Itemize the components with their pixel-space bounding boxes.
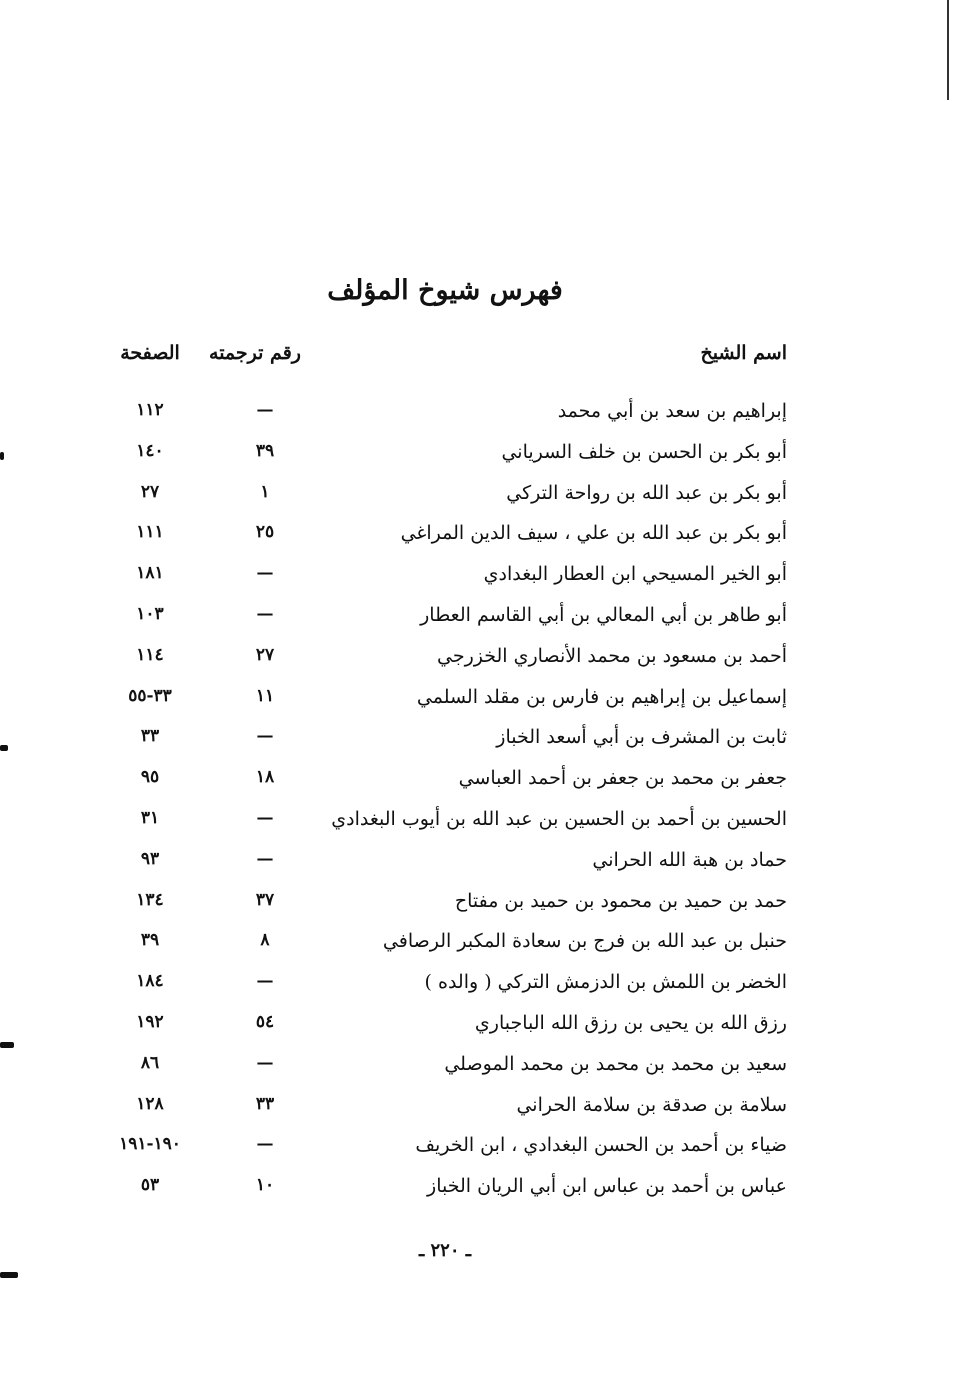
sheikh-name: الخضر بن اللمش بن الدزمش التركي ( والده ) xyxy=(424,971,787,994)
entry-number: ١١ xyxy=(255,685,275,706)
sheikh-name: ضياء بن أحمد بن الحسن البغدادي ، ابن الخريف xyxy=(415,1134,787,1157)
page-reference: ١١٤ xyxy=(136,644,164,665)
entry-number: — xyxy=(256,1052,274,1073)
sheikh-name: ثابت بن المشرف بن أبي أسعد الخباز xyxy=(496,726,787,749)
scan-edge-line xyxy=(947,0,949,100)
table-row xyxy=(0,686,962,726)
sheikh-name: سعيد بن محمد بن محمد بن محمد الموصلي xyxy=(444,1052,787,1075)
sheikh-name: جعفر بن محمد بن جعفر بن أحمد العباسي xyxy=(458,767,787,790)
sheikh-name: رزق الله بن يحيى بن رزق الله الباجباري xyxy=(474,1012,787,1034)
table-row xyxy=(0,971,962,1011)
sheikh-name: أحمد بن مسعود بن محمد الأنصاري الخزرجي xyxy=(437,644,787,667)
page-reference: ١٨٤ xyxy=(136,971,164,992)
table-row xyxy=(0,808,962,848)
entry-number: — xyxy=(256,971,274,992)
page-title: فهرس شيوخ المؤلف xyxy=(327,275,563,306)
table-header xyxy=(0,342,962,382)
page-reference: ٣٣ xyxy=(140,726,160,747)
page-reference: ٢٧ xyxy=(140,481,160,502)
page-reference: ٨٦ xyxy=(140,1052,160,1073)
page-reference: ١١١ xyxy=(136,522,164,543)
page-reference: ٣٩ xyxy=(140,930,160,951)
entry-number: — xyxy=(256,848,274,869)
table-row xyxy=(0,1053,962,1093)
table-row xyxy=(0,1175,962,1215)
page-reference: ١٩٢ xyxy=(136,1012,164,1032)
entry-number: — xyxy=(256,726,274,747)
table-row xyxy=(0,1094,962,1134)
sheikh-name: إسماعيل بن إبراهيم بن فارس بن مقلد السلمي xyxy=(416,685,787,708)
header-page: الصفحة xyxy=(120,342,180,364)
entry-number: ٥٤ xyxy=(255,1012,275,1032)
entry-number: ٢٥ xyxy=(255,522,275,543)
page-reference: ١٢٨ xyxy=(136,1093,164,1114)
sheikh-name: الحسين بن أحمد بن الحسين بن عبد الله بن أيوب البغدادي xyxy=(331,808,787,830)
page-reference: ٩٥ xyxy=(140,767,160,788)
table-row xyxy=(0,1012,962,1052)
table-row xyxy=(0,482,962,522)
sheikh-name: أبو بكر بن عبد الله بن رواحة التركي xyxy=(506,481,787,504)
sheikh-name: أبو بكر بن عبد الله بن علي ، سيف الدين المراغي xyxy=(400,522,787,545)
page-reference: ٣١ xyxy=(140,808,160,828)
table-row xyxy=(0,726,962,766)
table-row xyxy=(0,441,962,481)
table-row xyxy=(0,1134,962,1174)
entry-number: ١ xyxy=(260,481,270,502)
table-row xyxy=(0,400,962,440)
table-row xyxy=(0,890,962,930)
table-row xyxy=(0,645,962,685)
table-row xyxy=(0,563,962,603)
entry-number: ٣٩ xyxy=(255,440,275,461)
page-number: ـ ٢٢٠ ـ xyxy=(418,1240,472,1261)
entry-number: — xyxy=(256,1134,274,1155)
sheikh-name: أبو الخير المسيحي ابن العطار البغدادي xyxy=(483,563,787,586)
sheikh-name: إبراهيم بن سعد بن أبي محمد xyxy=(557,400,787,422)
entry-number: ٨ xyxy=(260,930,270,951)
sheikh-name: عباس بن أحمد بن عباس ابن أبي الريان الخباز xyxy=(427,1175,787,1198)
sheikh-name: حنبل بن عبد الله بن فرج بن سعادة المكبر الرصافي xyxy=(382,930,787,953)
scan-margin-mark xyxy=(0,1272,18,1278)
sheikh-name: أبو بكر بن الحسن بن خلف السرياني xyxy=(501,440,787,463)
entry-number: ٢٧ xyxy=(255,644,275,665)
entry-number: ١٨ xyxy=(255,767,275,788)
entry-number: — xyxy=(256,604,274,624)
sheikh-name: سلامة بن صدقة بن سلامة الحراني xyxy=(516,1093,787,1116)
entry-number: ٣٧ xyxy=(255,889,275,910)
page-reference: ١١٢ xyxy=(136,400,164,420)
entry-number: — xyxy=(256,563,274,584)
entry-number: ١٠ xyxy=(255,1175,275,1196)
page-reference: ١٠٣ xyxy=(136,604,164,624)
page-reference: ٥٣ xyxy=(140,1175,160,1196)
sheikh-name: حمد بن حميد بن محمود بن حميد بن مفتاح xyxy=(454,889,787,912)
entry-number: ٣٣ xyxy=(255,1093,275,1114)
entry-number: — xyxy=(256,808,274,828)
header-name: اسم الشيخ xyxy=(700,342,787,364)
header-number: رقم ترجمته xyxy=(209,342,301,364)
table-row xyxy=(0,930,962,970)
page-reference: ١٨١ xyxy=(136,563,164,584)
sheikh-name: أبو طاهر بن أبي المعالي بن أبي القاسم العطار xyxy=(420,604,787,626)
page-reference: ١٣٤ xyxy=(136,889,164,910)
page-reference: ٣٣-٥٥ xyxy=(128,685,172,706)
entry-number: — xyxy=(256,400,274,420)
table-row xyxy=(0,522,962,562)
table-row xyxy=(0,604,962,644)
page-reference: ١٩٠-١٩١ xyxy=(119,1134,181,1155)
table-row xyxy=(0,849,962,889)
sheikh-name: حماد بن هبة الله الحراني xyxy=(592,848,787,871)
page-reference: ١٤٠ xyxy=(136,440,164,461)
page-reference: ٩٣ xyxy=(140,848,160,869)
table-row xyxy=(0,767,962,807)
